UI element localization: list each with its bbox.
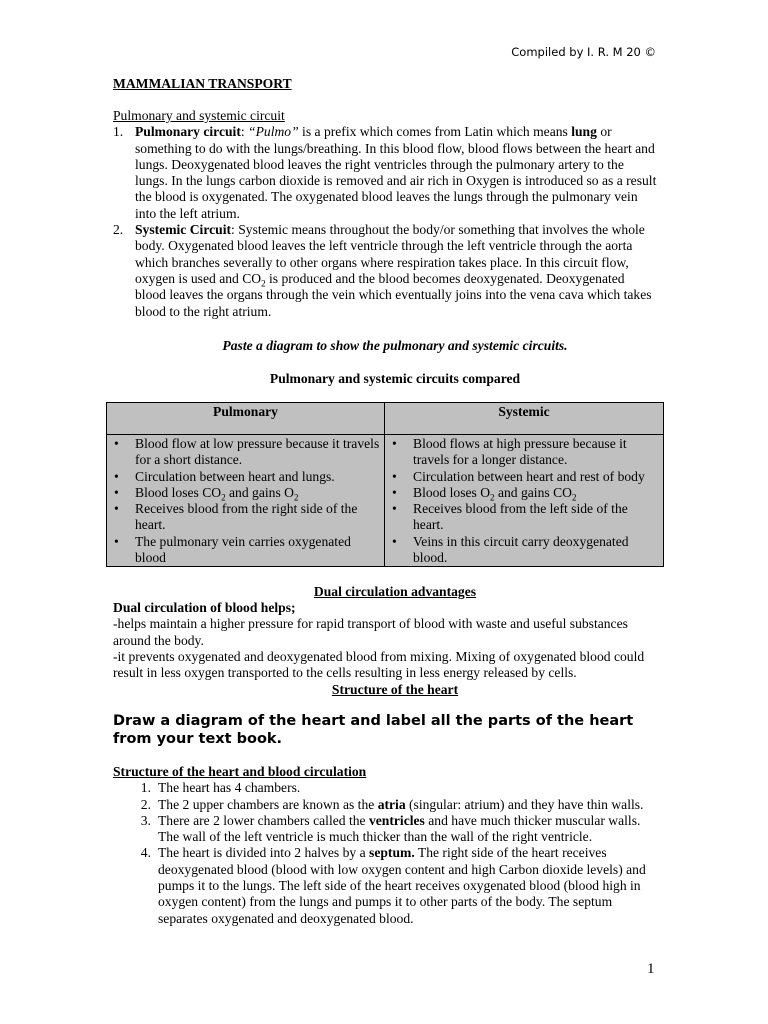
- bullet-text: Circulation between heart and lungs.: [135, 468, 335, 484]
- list-item-systemic-circuit: [113, 222, 658, 320]
- list-item: [113, 797, 658, 813]
- structure-heading: Structure of the heart: [331, 682, 459, 697]
- bullet-text: Blood loses CO: [135, 484, 222, 500]
- table-header-row: [107, 403, 664, 435]
- section-pulmonary-systemic: [113, 108, 658, 320]
- list-item: [389, 485, 659, 501]
- section-heading: Pulmonary and systemic circuit: [113, 108, 285, 123]
- draw-diagram-instruction: Draw a diagram of the heart and label all the parts of the heart from your text book.: [113, 713, 634, 747]
- list-item: [111, 501, 380, 534]
- term-pulmonary-circuit: Pulmonary circuit: [135, 124, 241, 140]
- list-number: 3.: [140, 812, 151, 828]
- dual-circulation-heading: Dual circulation advantages: [313, 584, 477, 599]
- item-text: or something to do with the lungs/breathing. In this blood flow, blood flows between the heart and lungs. Deoxygenated blood leaves the right ventricles through the pulmonary artery to the lungs. In the lungs carbon dioxide is removed and air rich in Oxygen is introduced so as a result the blood is oxygenated. The oxygenated blood leaves the lungs through the pulmonary vein into the left atrium.: [135, 124, 657, 221]
- item-text: The right side of the heart receives deoxygenated blood (blood with low oxygen content and high Carbon dioxide levels) and pumps it to the lungs. The left side of the heart receives oxygenated blood (blood high in oxygen content) from the lungs and pumps it to other parts of the body. The septum separates oxygenated and deoxygenated blood.: [158, 845, 646, 926]
- dual-point-2: -it prevents oxygenated and deoxygenated blood from mixing. Mixing of oxygenated blood could result in less oxygen transported to the cells resulting in less energy released by cells.: [113, 648, 645, 681]
- list-number: 2.: [140, 796, 151, 812]
- bullet-icon: •: [392, 436, 397, 451]
- bullet-text: and gains O: [225, 484, 294, 500]
- systemic-cell: [385, 435, 664, 567]
- subscript: 2: [293, 492, 299, 503]
- table-row: [107, 435, 664, 567]
- list-item: [111, 534, 380, 567]
- subscript: 2: [571, 492, 577, 503]
- list-item: [389, 436, 659, 469]
- separator: :: [240, 124, 249, 140]
- bullet-icon: •: [392, 468, 397, 484]
- pulmonary-cell: [107, 435, 385, 567]
- compiled-by-header: Compiled by I. R. M 20 ©: [511, 45, 656, 59]
- pulmonary-list: [111, 436, 380, 566]
- item-text: is a prefix which comes from Latin which means: [298, 124, 572, 140]
- bullet-icon: •: [114, 468, 119, 484]
- term-septum: septum.: [369, 845, 415, 861]
- list-item: [111, 436, 380, 469]
- column-header-systemic: Systemic: [385, 403, 664, 435]
- list-item: [113, 845, 658, 926]
- bullet-text: Circulation between heart and rest of body: [413, 468, 645, 484]
- subscript: 2: [221, 492, 226, 503]
- bullet-icon: •: [392, 533, 397, 549]
- comparison-title: Pulmonary and systemic circuits compared: [269, 371, 521, 386]
- term-systemic-circuit: Systemic Circuit: [135, 222, 232, 238]
- list-item: [111, 469, 380, 485]
- dual-subheading: Dual circulation of blood helps;: [113, 600, 296, 615]
- dual-point-1: -helps maintain a higher pressure for rapid transport of blood with waste and useful substances around the body.: [113, 616, 628, 648]
- systemic-list: [389, 436, 659, 566]
- list-item: [389, 534, 659, 567]
- bullet-text: Receives blood from the left side of the heart.: [413, 501, 628, 533]
- paste-diagram-instruction: Paste a diagram to show the pulmonary and systemic circuits.: [222, 338, 568, 353]
- bullet-text: The pulmonary vein carries oxygenated blood: [135, 533, 351, 566]
- list-number: 2.: [113, 222, 124, 238]
- item-text: The heart is divided into 2 halves by a: [158, 845, 370, 861]
- term-pulmo: “Pulmo”: [248, 124, 299, 140]
- list-item: [389, 469, 659, 485]
- list-item: [111, 485, 380, 501]
- item-text: (singular: atrium) and they have thin walls.: [405, 796, 644, 812]
- list-item-pulmonary-circuit: [113, 124, 658, 222]
- item-text: : Systemic means throughout the body/or something that involves the whole body. Oxygenated blood leaves the left ventricle through the left ventricle through the aorta which branches severally to other organs where respiration takes place. In this circuit flow, oxygen is used and CO: [135, 222, 645, 286]
- subscript: 2: [490, 492, 495, 503]
- list-number: 4.: [140, 845, 151, 861]
- item-text: There are 2 lower chambers called the: [158, 812, 369, 828]
- list-number: 1.: [140, 780, 151, 796]
- section-heading: Structure of the heart and blood circulation: [113, 764, 367, 779]
- bullet-icon: •: [114, 436, 119, 451]
- term-atria: atria: [377, 796, 406, 812]
- bullet-text: and gains CO: [494, 484, 572, 500]
- bullet-icon: •: [392, 501, 397, 517]
- bullet-text: Veins in this circuit carry deoxygenated blood.: [413, 533, 629, 566]
- bullet-icon: •: [114, 501, 119, 517]
- bullet-text: Blood flow at low pressure because it travels for a short distance.: [135, 436, 380, 468]
- term-lung: lung: [571, 124, 597, 140]
- column-header-pulmonary: Pulmonary: [107, 403, 385, 435]
- item-text: The heart has 4 chambers.: [158, 780, 301, 796]
- bullet-icon: •: [392, 484, 397, 500]
- bullet-text: Blood loses O: [413, 484, 491, 500]
- bullet-icon: •: [114, 484, 119, 500]
- bullet-text: Blood flows at high pressure because it travels for a longer distance.: [413, 436, 627, 468]
- list-number: 1.: [113, 124, 124, 140]
- dual-circulation-body: [113, 600, 658, 681]
- comparison-table: [106, 402, 664, 567]
- item-text: is produced and the blood becomes deoxygenated. Deoxygenated blood leaves the organs through the vein which eventually joins into the vena cava which takes blood to the right atrium.: [135, 270, 652, 319]
- bullet-icon: •: [114, 533, 119, 549]
- term-ventricles: ventricles: [368, 812, 425, 828]
- list-item: [113, 813, 658, 846]
- bullet-text: Receives blood from the right side of the heart.: [135, 501, 358, 533]
- page-number: 1: [647, 961, 655, 977]
- item-text: and have much thicker muscular walls. The wall of the left ventricle is much thicker than the wall of the right ventricle.: [158, 812, 641, 845]
- list-item: [113, 780, 658, 796]
- document-title: MAMMALIAN TRANSPORT: [113, 76, 292, 91]
- list-item: [389, 501, 659, 534]
- item-text: The 2 upper chambers are known as the: [158, 796, 378, 812]
- subscript: 2: [261, 278, 266, 289]
- section-structure-circulation: [113, 764, 658, 927]
